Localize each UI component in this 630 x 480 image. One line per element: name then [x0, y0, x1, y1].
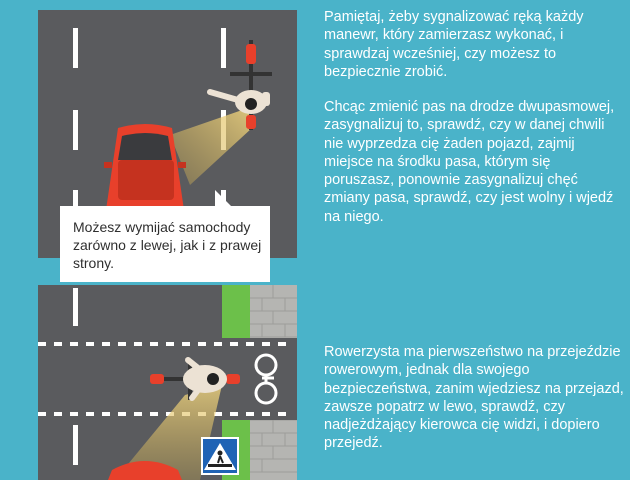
lane-marking-left [73, 28, 78, 220]
info-paragraph-1: Pamiętaj, żeby sygnalizować ręką każdy manewr, który zamierzasz wykonać, i sprawdzaj wcześniej, czy możesz to bezpiecznie zrobić. [324, 9, 584, 80]
pedestrian-crossing-sign-icon [202, 438, 238, 474]
info-paragraph-2: Chcąc zmienić pas na drodze dwupasmowej, zasygnalizuj to, sprawdź, czy w danej chwili nie wyprzedza cię żaden pojazd, zajmij miejsce na środku pasa, którym się poruszasz, ponownie zasygnalizuj chęć zmiany pasa, sprawdź, czy jest wolny i wjedź na niego. [324, 99, 615, 225]
callout-text: Możesz wymijać samochody zarówno z lewej, jak i z prawej strony. [73, 219, 262, 271]
info-paragraph-3: Rowerzysta ma pierwszeństwo na przejeździe rowerowym, jednak dla swojego bezpieczeństwa, zanim wjedziesz na przejazd, zawsze popatrz w lewo, sprawdź, czy nadjeżdżający kierowca cię widzi, i dopiero przejedź. [324, 344, 624, 452]
bottom-road-panel [38, 285, 297, 480]
